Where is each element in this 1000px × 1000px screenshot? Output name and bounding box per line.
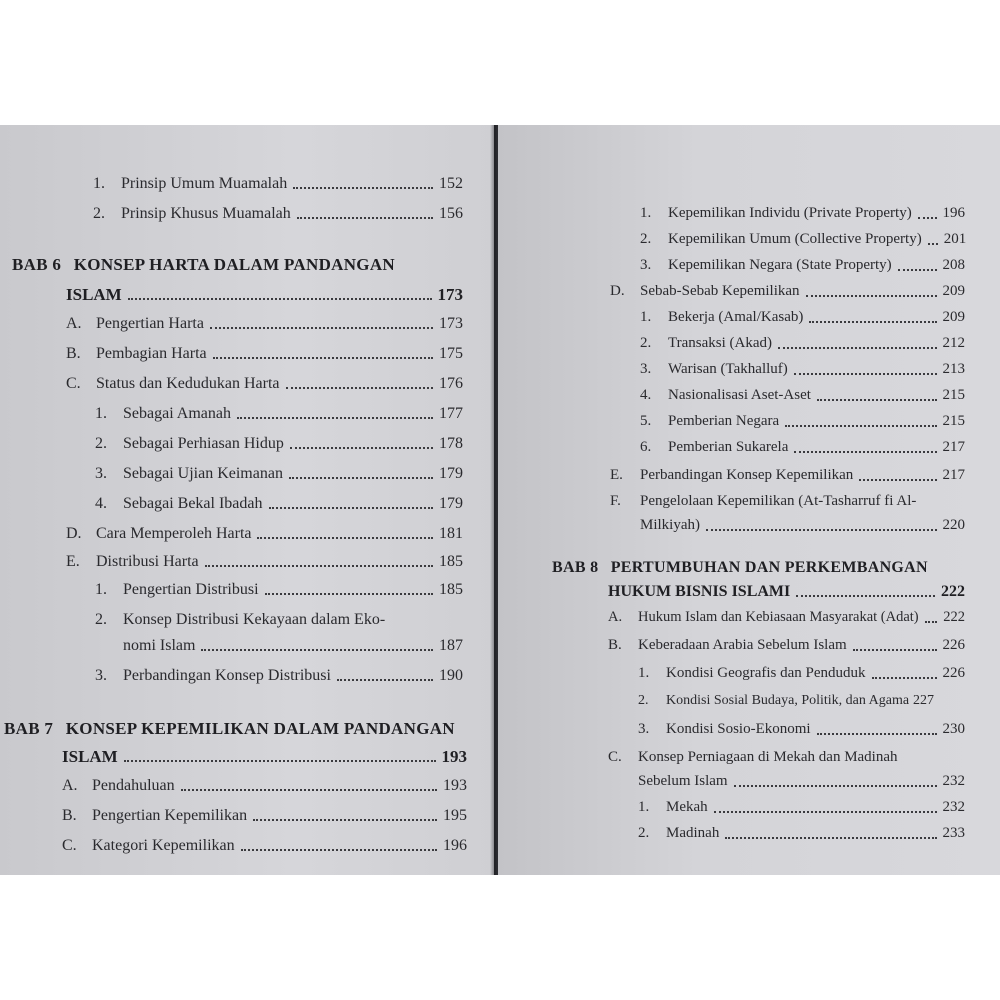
entry-number: 6. xyxy=(640,439,652,455)
entry-text: Bekerja (Amal/Kasab) xyxy=(668,309,804,325)
entry-text: Prinsip Khusus Muamalah xyxy=(121,205,291,222)
left-page xyxy=(0,125,494,875)
leader-dots xyxy=(925,621,938,623)
entry-text: Transaksi (Akad) xyxy=(668,335,773,351)
entry-text: Konsep Perniagaan di Mekah dan Madinah xyxy=(638,749,898,765)
leader-dots xyxy=(817,399,937,401)
entry-text: Prinsip Umum Muamalah xyxy=(121,175,288,192)
entry-page: 227 xyxy=(913,693,935,708)
entry-text: Perbandingan Konsep Distribusi xyxy=(123,667,331,684)
leader-dots xyxy=(706,529,937,531)
chapter-title: KONSEP HARTA DALAM PANDANGAN xyxy=(73,255,395,274)
entry-letter: A. xyxy=(608,609,623,625)
entry-letter: B. xyxy=(608,637,622,653)
entry-text: Pengertian Kepemilikan xyxy=(92,807,248,824)
entry-text: Kondisi Geografis dan Penduduk xyxy=(666,665,866,681)
entry-number: 3. xyxy=(638,721,650,737)
leader-dots xyxy=(201,649,433,651)
entry-page: 215 xyxy=(942,413,965,429)
entry-text: Kepemilikan Individu (Private Property) xyxy=(668,205,912,221)
entry-text: Sebagai Ujian Keimanan xyxy=(123,465,283,482)
entry-letter: C. xyxy=(66,375,81,392)
entry-page: 152 xyxy=(439,175,463,192)
entry-page: 185 xyxy=(439,581,463,598)
entry-text-cont: Sebelum Islam xyxy=(638,773,728,789)
right-page xyxy=(498,125,1000,875)
leader-dots xyxy=(289,477,433,479)
entry-text: Kepemilikan Umum (Collective Property) xyxy=(668,231,922,247)
entry-page: 176 xyxy=(439,375,463,392)
leader-dots xyxy=(337,679,433,681)
entry-number: 2. xyxy=(640,335,652,351)
toc-entry xyxy=(640,309,965,326)
toc-entry xyxy=(640,231,965,248)
leader-dots xyxy=(290,447,433,449)
entry-page: 173 xyxy=(439,315,463,332)
leader-dots xyxy=(796,595,935,597)
toc-entry xyxy=(95,581,463,599)
toc-entry xyxy=(610,283,965,300)
entry-text: Cara Memperoleh Harta xyxy=(96,525,252,542)
leader-dots xyxy=(853,649,937,651)
entry-letter: A. xyxy=(62,777,78,794)
chapter-title-cont: ISLAM xyxy=(62,747,118,766)
entry-page: 178 xyxy=(439,435,463,452)
entry-page: 175 xyxy=(439,345,463,362)
toc-entry xyxy=(95,495,463,513)
entry-text: Warisan (Takhalluf) xyxy=(668,361,788,377)
toc-entry xyxy=(95,435,463,453)
toc-entry xyxy=(640,439,965,456)
entry-text: Pengertian Harta xyxy=(96,315,204,332)
leader-dots xyxy=(794,373,937,375)
entry-page: 195 xyxy=(443,807,467,824)
entry-number: 3. xyxy=(640,361,652,377)
toc-entry xyxy=(640,205,965,222)
entry-number: 3. xyxy=(95,667,107,684)
entry-number: 1. xyxy=(640,205,652,221)
toc-entry-cont xyxy=(638,773,965,790)
chapter-title: PERTUMBUHAN DAN PERKEMBANGAN xyxy=(610,559,928,576)
entry-page: 226 xyxy=(942,637,965,653)
entry-letter: C. xyxy=(608,749,622,765)
entry-page: 222 xyxy=(943,609,965,625)
leader-dots xyxy=(918,217,937,219)
toc-entry xyxy=(638,799,965,816)
entry-page: 201 xyxy=(943,231,967,247)
chapter-label: BAB 8 xyxy=(552,559,599,576)
toc-entry-cont xyxy=(640,517,965,534)
entry-text: Hukum Islam dan Kebiasaan Masyarakat (Adat) xyxy=(638,609,919,625)
chapter-heading xyxy=(4,719,455,739)
leader-dots xyxy=(928,243,938,245)
toc-entry xyxy=(66,553,463,571)
leader-dots xyxy=(725,837,936,839)
chapter-page: 173 xyxy=(437,285,463,304)
entry-text: Sebagai Amanah xyxy=(123,405,231,422)
entry-text: Pembagian Harta xyxy=(96,345,207,362)
toc-entry xyxy=(608,749,965,766)
entry-text: Kepemilikan Negara (State Property) xyxy=(668,257,892,273)
chapter-page: 222 xyxy=(941,583,965,600)
entry-letter: E. xyxy=(610,467,623,483)
toc-entry xyxy=(608,609,965,626)
entry-page: 233 xyxy=(942,825,965,841)
book-spread xyxy=(0,125,1000,875)
entry-text: Pengertian Distribusi xyxy=(123,581,259,598)
entry-letter: F. xyxy=(610,493,621,509)
entry-page: 232 xyxy=(942,799,965,815)
entry-letter: D. xyxy=(610,283,625,299)
entry-page: 213 xyxy=(942,361,965,377)
entry-number: 1. xyxy=(638,799,650,815)
leader-dots xyxy=(124,760,436,762)
entry-page: 215 xyxy=(942,387,965,403)
toc-entry xyxy=(640,335,965,352)
entry-text: Status dan Kedudukan Harta xyxy=(96,375,280,392)
entry-page: 190 xyxy=(439,667,463,684)
toc-entry xyxy=(640,413,965,430)
toc-entry xyxy=(62,777,467,795)
leader-dots xyxy=(269,507,434,509)
entry-page: 193 xyxy=(443,777,467,794)
entry-text: Sebagai Perhiasan Hidup xyxy=(123,435,284,452)
entry-text: Nasionalisasi Aset-Aset xyxy=(668,387,811,403)
leader-dots xyxy=(872,677,937,679)
toc-entry xyxy=(93,175,463,193)
chapter-title: KONSEP KEPEMILIKAN DALAM PANDANGAN xyxy=(65,719,455,738)
chapter-page: 193 xyxy=(441,747,467,766)
leader-dots xyxy=(293,187,433,189)
entry-text-cont: Milkiyah) xyxy=(640,517,700,533)
entry-text: Perbandingan Konsep Kepemilikan xyxy=(640,467,854,483)
entry-page: 212 xyxy=(942,335,965,351)
leader-dots xyxy=(265,593,433,595)
entry-text: Pendahuluan xyxy=(92,777,175,794)
toc-entry xyxy=(640,361,965,378)
entry-page: 208 xyxy=(942,257,965,273)
entry-number: 2. xyxy=(640,231,652,247)
entry-number: 3. xyxy=(640,257,652,273)
entry-page: 220 xyxy=(942,517,965,533)
toc-entry xyxy=(95,667,463,685)
leader-dots xyxy=(898,269,937,271)
entry-number: 1. xyxy=(95,581,107,598)
entry-page: 232 xyxy=(942,773,965,789)
leader-dots xyxy=(237,417,433,419)
toc-entry-cont xyxy=(123,637,463,655)
entry-letter: E. xyxy=(66,553,80,570)
toc-entry xyxy=(610,493,965,510)
toc-entry xyxy=(640,257,965,274)
entry-page: 179 xyxy=(439,465,463,482)
leader-dots xyxy=(785,425,936,427)
entry-letter: B. xyxy=(62,807,77,824)
chapter-title-line xyxy=(66,285,463,305)
entry-text: Pemberian Negara xyxy=(668,413,780,429)
entry-number: 1. xyxy=(638,665,650,681)
toc-entry xyxy=(638,825,965,842)
chapter-title-line xyxy=(608,583,965,601)
chapter-heading xyxy=(552,559,928,577)
leader-dots xyxy=(794,451,936,453)
leader-dots xyxy=(809,321,936,323)
entry-number: 2. xyxy=(93,205,105,222)
entry-number: 1. xyxy=(640,309,652,325)
toc-entry xyxy=(95,611,463,629)
toc-entry xyxy=(66,345,463,363)
entry-number: 5. xyxy=(640,413,652,429)
leader-dots xyxy=(257,537,433,539)
leader-dots xyxy=(286,387,433,389)
toc-entry xyxy=(608,637,965,654)
entry-number: 2. xyxy=(95,611,107,628)
leader-dots xyxy=(859,479,936,481)
toc-entry xyxy=(95,405,463,423)
entry-page: 187 xyxy=(439,637,463,654)
entry-text: Kondisi Sosial Budaya, Politik, dan Agama xyxy=(666,693,910,708)
entry-page: 217 xyxy=(942,439,965,455)
toc-entry xyxy=(66,525,463,543)
leader-dots xyxy=(253,819,437,821)
entry-page: 156 xyxy=(439,205,463,222)
entry-page: 177 xyxy=(439,405,463,422)
chapter-label: BAB 6 xyxy=(12,255,62,274)
entry-page: 185 xyxy=(439,553,463,570)
entry-page: 196 xyxy=(942,205,965,221)
entry-letter: A. xyxy=(66,315,82,332)
toc-entry xyxy=(93,205,463,223)
entry-text: Sebagai Bekal Ibadah xyxy=(123,495,263,512)
leader-dots xyxy=(181,789,437,791)
entry-text: Pemberian Sukarela xyxy=(668,439,789,455)
entry-text: Kategori Kepemilikan xyxy=(92,837,235,854)
toc-entry xyxy=(62,837,467,855)
leader-dots xyxy=(714,811,937,813)
entry-text: Pengelolaan Kepemilikan (At-Tasharruf fi Al- xyxy=(640,493,917,509)
entry-number: 3. xyxy=(95,465,107,482)
toc-entry xyxy=(66,315,463,333)
entry-letter: B. xyxy=(66,345,81,362)
entry-text: Sebab-Sebab Kepemilikan xyxy=(640,283,800,299)
leader-dots xyxy=(778,347,936,349)
entry-number: 4. xyxy=(640,387,652,403)
entry-letter: C. xyxy=(62,837,77,854)
entry-text-cont: nomi Islam xyxy=(123,637,196,654)
leader-dots xyxy=(297,217,433,219)
toc-entry xyxy=(62,807,467,825)
entry-page: 226 xyxy=(942,665,965,681)
leader-dots xyxy=(128,298,432,300)
entry-text: Kondisi Sosio-Ekonomi xyxy=(666,721,811,737)
leader-dots xyxy=(213,357,433,359)
chapter-label: BAB 7 xyxy=(4,719,54,738)
entry-page: 209 xyxy=(942,309,965,325)
toc-entry xyxy=(638,665,965,682)
entry-number: 2. xyxy=(638,693,649,708)
entry-number: 1. xyxy=(93,175,105,192)
toc-entry xyxy=(638,721,965,738)
leader-dots xyxy=(241,849,437,851)
leader-dots xyxy=(817,733,937,735)
leader-dots xyxy=(734,785,937,787)
entry-text: Konsep Distribusi Kekayaan dalam Eko- xyxy=(123,611,386,628)
toc-entry xyxy=(640,387,965,404)
chapter-heading xyxy=(12,255,395,275)
chapter-title-cont: HUKUM BISNIS ISLAMI xyxy=(608,583,791,600)
entry-page: 217 xyxy=(942,467,965,483)
toc-entry xyxy=(638,693,965,709)
leader-dots xyxy=(205,565,433,567)
leader-dots xyxy=(806,295,937,297)
entry-page: 209 xyxy=(942,283,965,299)
entry-text: Keberadaan Arabia Sebelum Islam xyxy=(638,637,847,653)
chapter-title-line xyxy=(62,747,467,767)
toc-entry xyxy=(610,467,965,484)
leader-dots xyxy=(210,327,433,329)
entry-page: 230 xyxy=(942,721,965,737)
toc-entry xyxy=(66,375,463,393)
entry-text: Madinah xyxy=(666,825,720,841)
entry-page: 179 xyxy=(439,495,463,512)
entry-page: 181 xyxy=(439,525,463,542)
chapter-title-cont: ISLAM xyxy=(66,285,122,304)
entry-page: 196 xyxy=(443,837,467,854)
entry-number: 2. xyxy=(95,435,107,452)
toc-entry xyxy=(95,465,463,483)
entry-text: Mekah xyxy=(666,799,708,815)
entry-number: 4. xyxy=(95,495,107,512)
entry-text: Distribusi Harta xyxy=(96,553,199,570)
entry-number: 2. xyxy=(638,825,650,841)
entry-letter: D. xyxy=(66,525,82,542)
entry-number: 1. xyxy=(95,405,107,422)
